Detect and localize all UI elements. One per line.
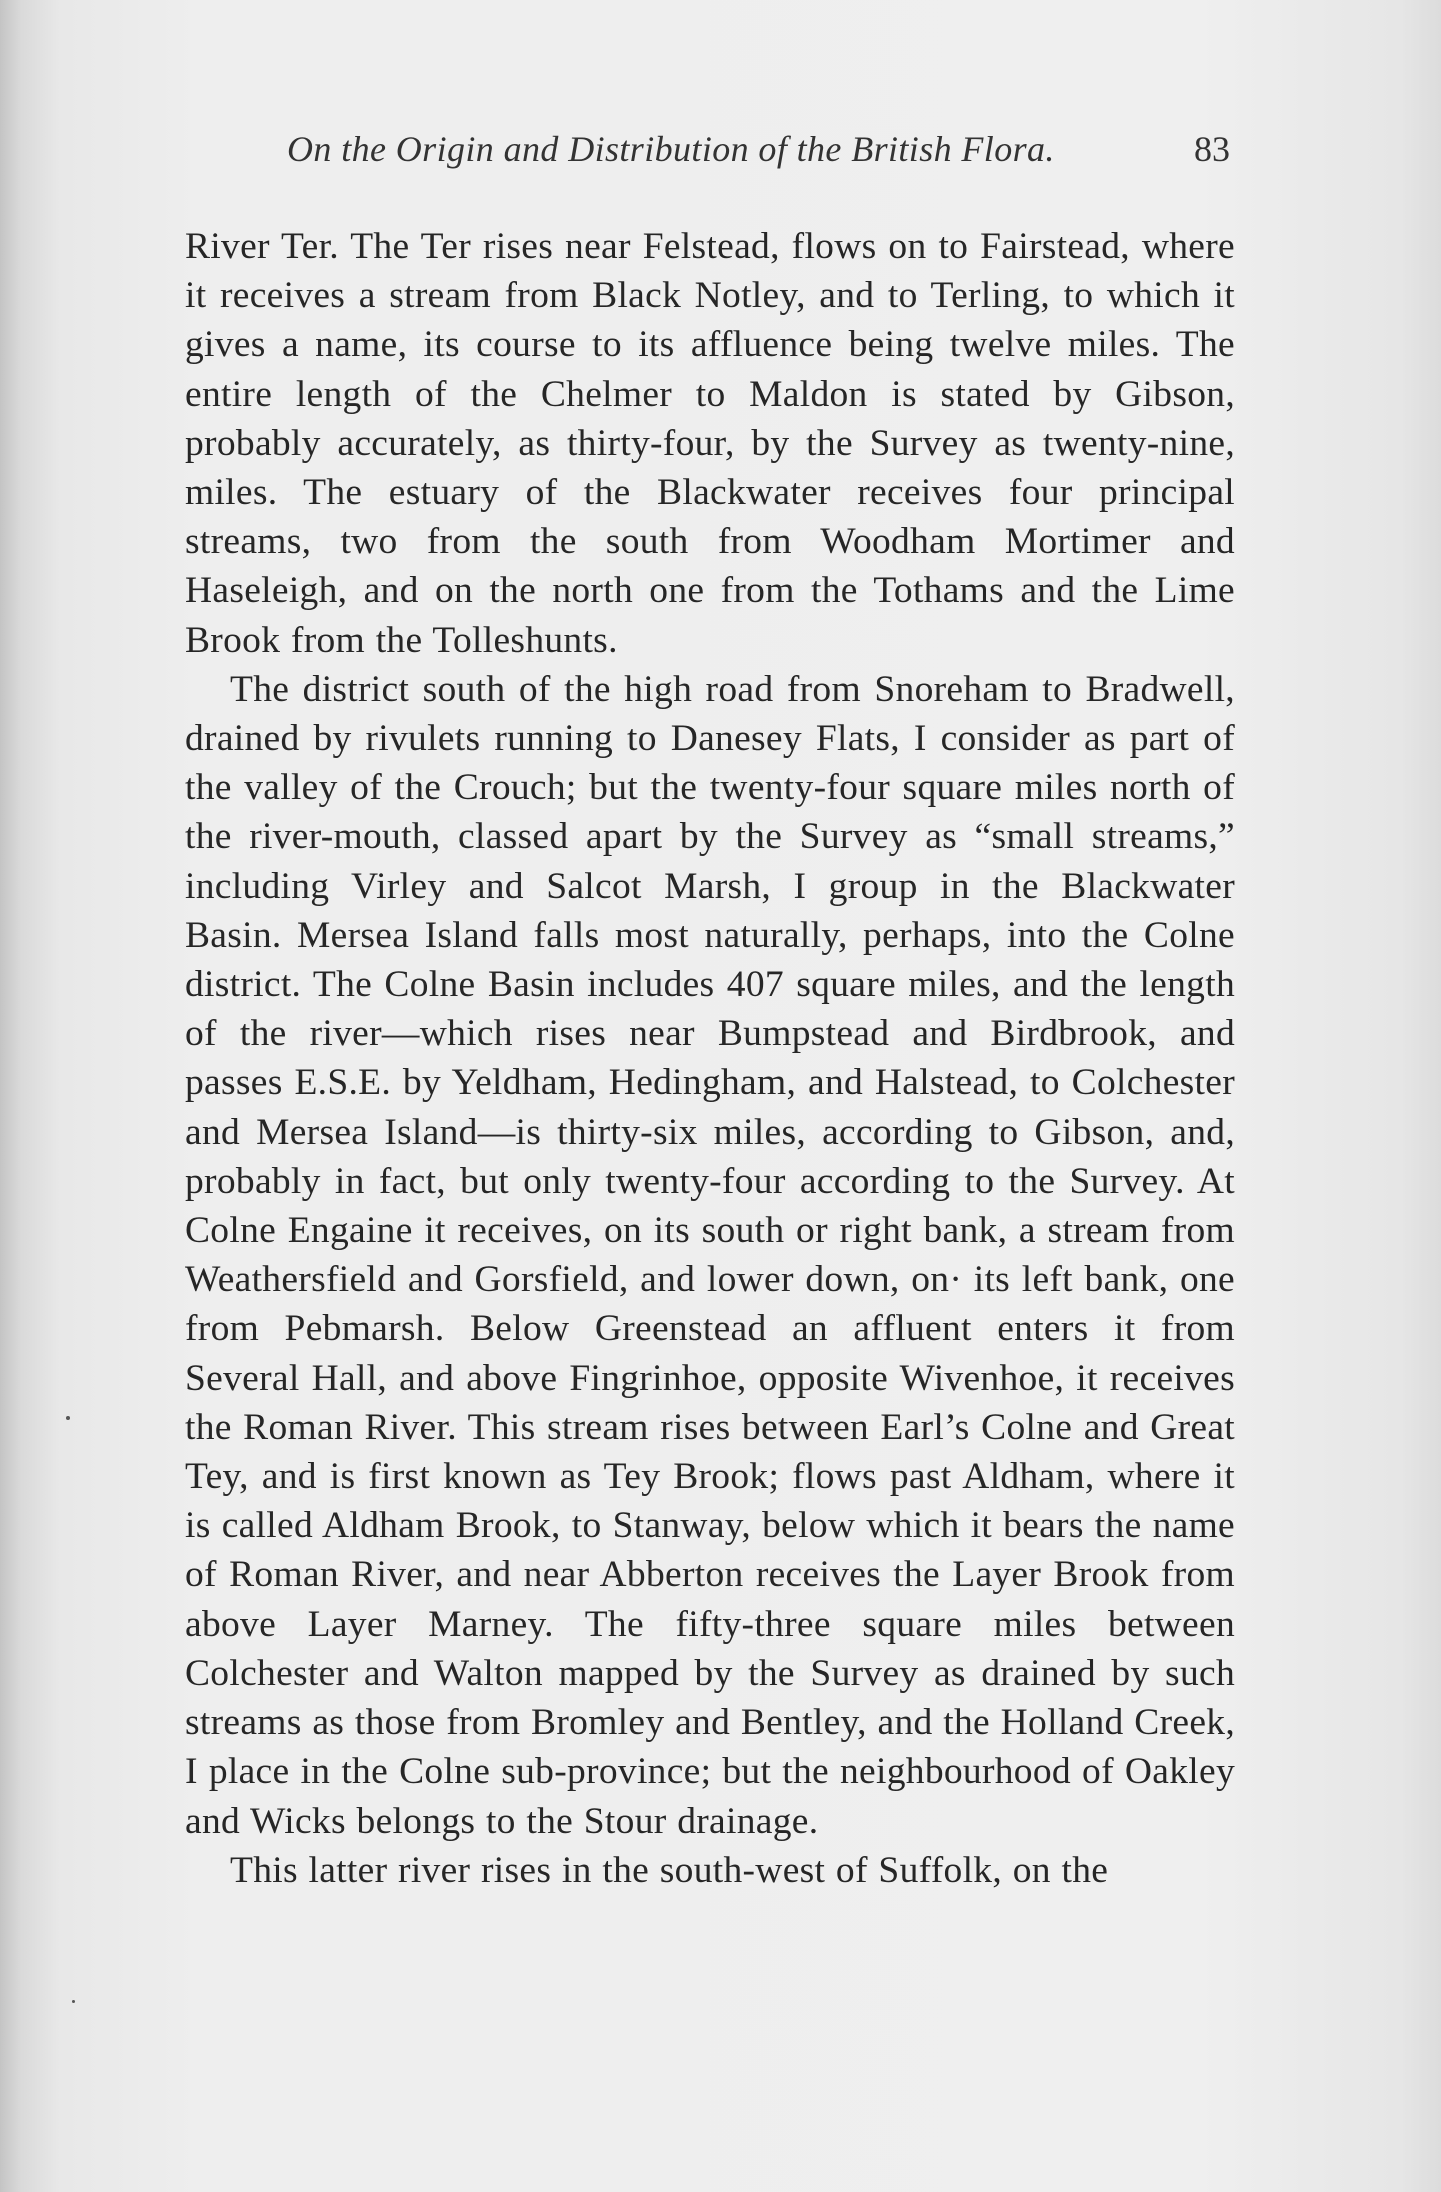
running-title: On the Origin and Distribution of the British Flora. [287, 129, 1055, 169]
running-head [185, 128, 1230, 174]
paper-speck [72, 2000, 75, 2003]
paragraph-3: This latter river rises in the south-west of Suffolk, on the [230, 1849, 1109, 1891]
paragraph-2: The district south of the high road from Snoreham to Bradwell, drained by rivulets running to Danesey Flats, I consider as part of the valley of the Crouch; but the twenty-four square miles north of the river-mouth, classed apart by the Survey as “small streams,” including Virley and Salcot Marsh, I group in the Blackwater Basin. Mersea Island falls most naturally, perhaps, into the Colne district. The Colne Basin includes 407 square miles, and the length of the river—which rises near Bumpstead and Birdbrook, and passes E.S.E. by Yeldham, Hedingham, and Halstead, to Colchester and Mersea Island—is thirty-six miles, according to Gibson, and, probably in fact, but only twenty-four according to the Survey. At Colne Engaine it receives, on its south or right bank, a stream from Weathersfield and Gorsfield, and lower down, on· its left bank, one from Pebmarsh. Below Greenstead an affluent enters it from Several Hall, and above Fingrinhoe, opposite Wivenhoe, it receives the Roman River. This stream rises between Earl’s Colne and Great Tey, and is first known as Tey Brook; flows past Aldham, where it is called Aldham Brook, to Stanway, below which it bears the name of Roman River, and near Abberton receives the Layer Brook from above Layer Marney. The fifty-three square miles between Colchester and Walton mapped by the Survey as drained by such streams as those from Bromley and Bentley, and the Holland Creek, I place in the Colne sub-province; but the neighbourhood of Oakley and Wicks belongs to the Stour drainage. [185, 668, 1235, 1842]
paper-speck [66, 1416, 70, 1420]
body-text [185, 222, 1235, 1895]
page-number: 83 [1194, 129, 1230, 169]
paragraph-1: River Ter. The Ter rises near Felstead, flows on to Fairstead, where it receives a stream from Black Notley, and to Terling, to which it gives a name, its course to its affluence being twelve miles. The entire length of the Chelmer to Maldon is stated by Gibson, probably accurately, as thirty-four, by the Survey as twenty-nine, miles. The estuary of the Blackwater receives four principal streams, two from the south from Woodham Mortimer and Haseleigh, and on the north one from the Tothams and the Lime Brook from the Tolleshunts. [185, 226, 1235, 661]
